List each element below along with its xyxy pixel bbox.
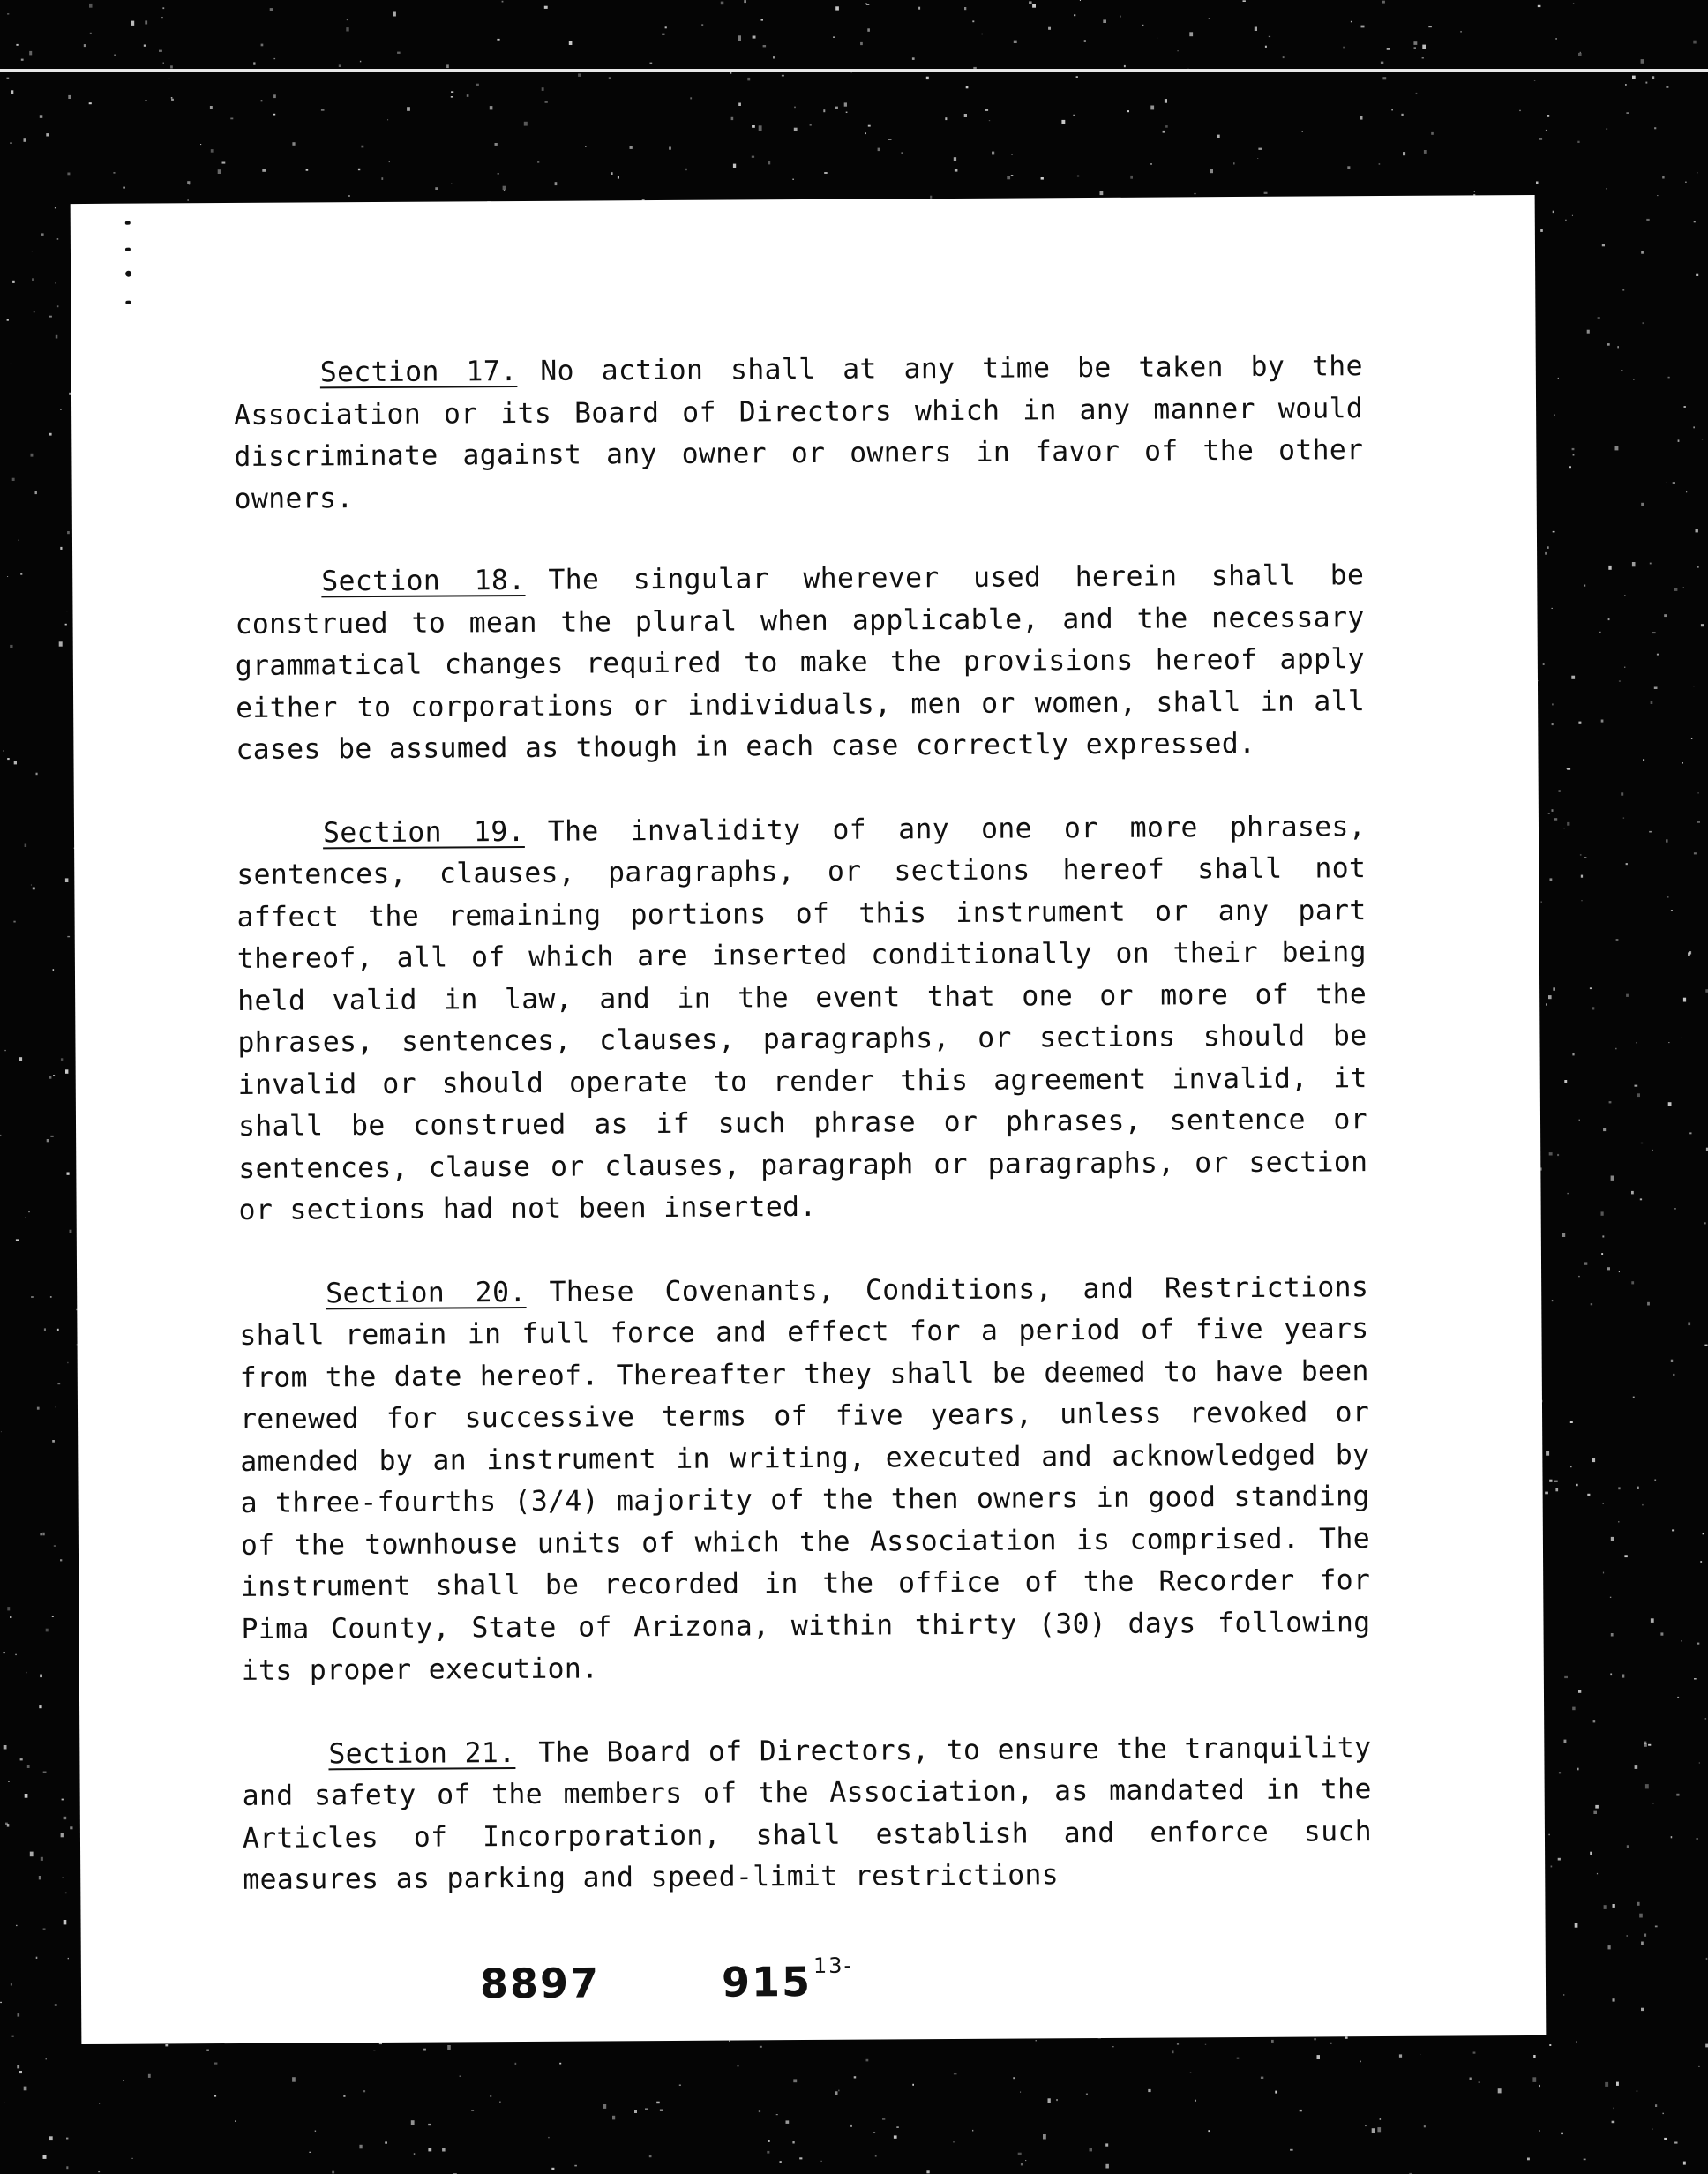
section-21-text: The Board of Directors, to ensure the tranquility and safety of the members of the Association, as mandated in the Articles of Incorporation, shall establish and enforce such measures as parking and speed-limit restrictions (242, 1731, 1373, 1896)
section-18-label: Section 18. (321, 564, 526, 598)
page-number: 915 (721, 1957, 813, 2006)
scan-top-rule (0, 69, 1708, 72)
docket-number: 8897 (479, 1959, 601, 2008)
section-21-label: Section 21. (328, 1736, 516, 1770)
margin-marks (125, 213, 137, 319)
section-19-label: Section 19. (322, 815, 525, 849)
section-17-text: No action shall at any time be taken by the Association or its Board of Directors which in any manner would discriminate against any owner or owners in favor of the other owners. (233, 350, 1364, 515)
page-footer (480, 1953, 854, 2008)
section-19 (236, 806, 1368, 1233)
page-suffix: 13- (813, 1953, 854, 1978)
body-text (234, 346, 1373, 1943)
section-17 (234, 346, 1364, 521)
section-21 (242, 1728, 1372, 1902)
section-17-label: Section 17. (319, 355, 518, 389)
section-20 (239, 1267, 1371, 1693)
document-page (71, 195, 1547, 2044)
section-20-text: These Covenants, Conditions, and Restrictions shall remain in full force and effect for a period of five years from the date hereof. Thereafter they shall be deemed to have been renewed for successive terms of five years, unless revoked or amended by an instrument in writing, executed and acknowledged by a three-fourths (3/4) majority of the then owners in good standing of the townhouse units of which the Association is comprised. The instrument shall be recorded in the office of the Recorder for Pima County, State of Arizona, within thirty (30) days following its proper execution. (239, 1271, 1371, 1687)
section-18-text: The singular wherever used herein shall be construed to mean the plural when applicable, and the necessary grammatical changes required to make the provisions hereof apply either to corporations or individuals, men or women, shall in all cases be assumed as though in each case correctly expressed. (235, 559, 1366, 766)
section-19-text: The invalidity of any one or more phrases, sentences, clauses, paragraphs, or sections hereof shall not affect the remaining portions of this instrument or any part thereof, all of which are inserted conditionally on their being held valid in law, and in the event that one or more of the phrases, sentences, clauses, paragraphs, or sections should be invalid or should operate to render this agreement invalid, it shall be construed as if such phrase or phrases, sentence or sentences, clause or clauses, paragraph or paragraphs, or section or sections had not been inserted. (236, 810, 1368, 1226)
section-20-label: Section 20. (326, 1276, 527, 1309)
section-18 (235, 555, 1365, 771)
